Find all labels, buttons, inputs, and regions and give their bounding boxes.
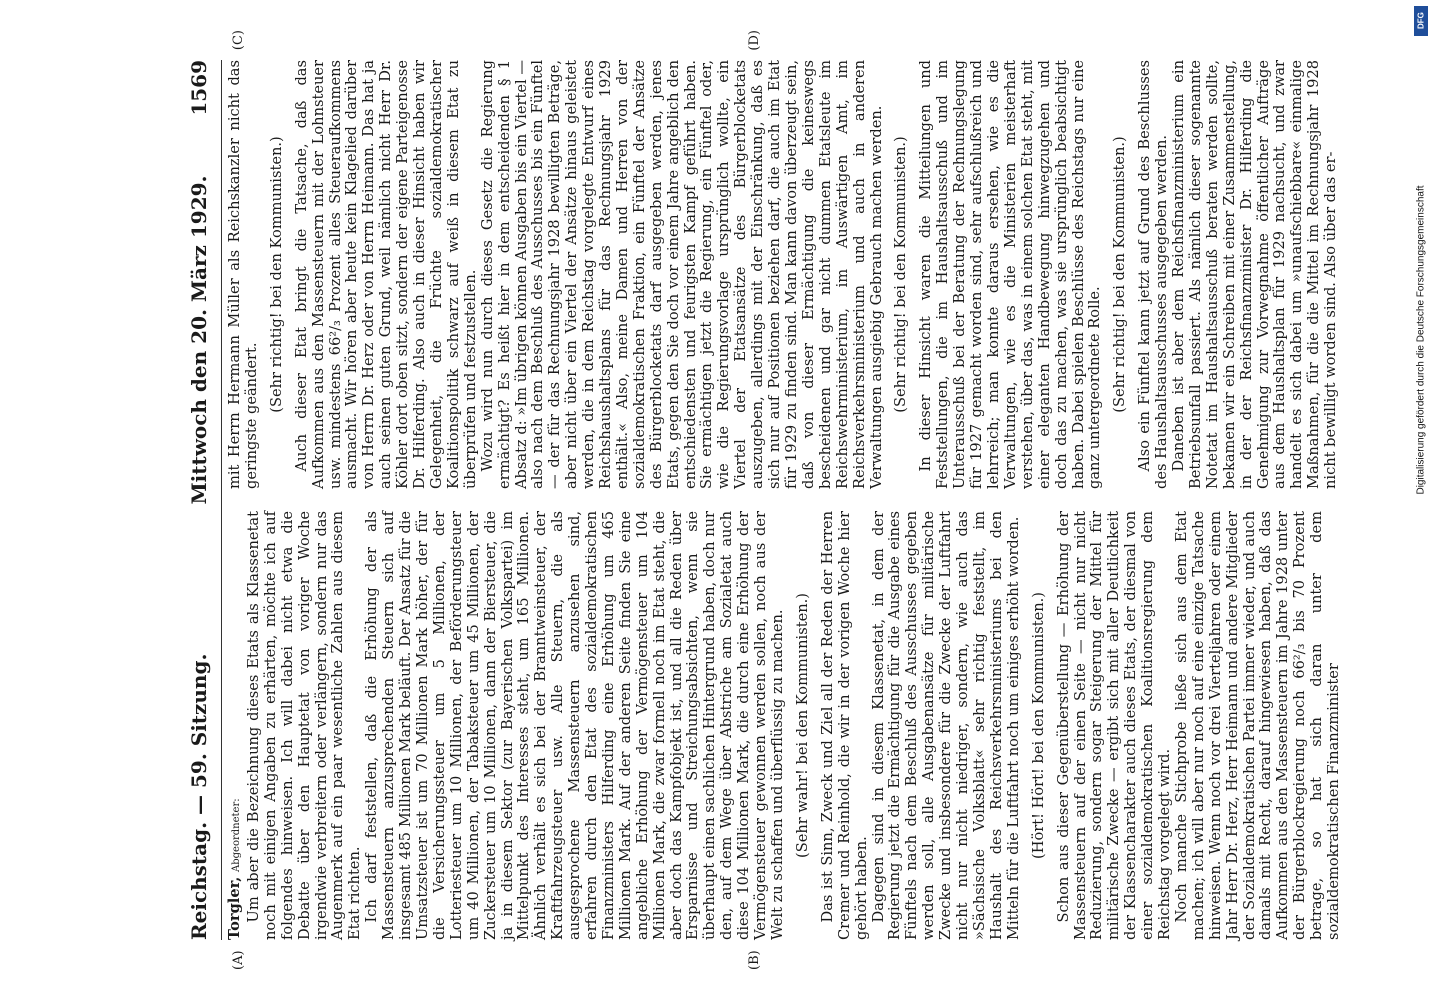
paragraph: Auch dieser Etat bringt die Tatsache, daß das Aufkommen aus den Massensteuern mit der Lohnsteuer usw. mindestens 66²/₃ Prozent alles Steueraufkommens ausmacht. Wir hören aber heute kein Klagelied darüber von Herrn Dr. Herz oder von Herrn Heimann. Das hat ja auch seinen guten Grund, weil nämlich nicht Herr Dr. Köhler dort oben sitzt, sondern der eigene Parteigenosse Dr. Hilferding. Also auch in dieser Hinsicht haben wir Gelegenheit, die Früchte sozialdemokratischer Koalitionspolitik schwarz auf weiß in diesem Etat zu überprüfen und festzustellen. bbox=[292, 60, 479, 489]
digitization-note bbox=[1410, 0, 1432, 1000]
text-columns bbox=[226, 30, 1343, 970]
paragraph: Also ein Fünftel kann jetzt auf Grund des Beschlusses des Haushaltsausschusses ausgegeben werden. bbox=[1136, 60, 1171, 489]
speaker-role: Abgeordneter: bbox=[231, 798, 242, 872]
margin-mark-a: (A) bbox=[231, 950, 246, 970]
speaker-name: Torgler, bbox=[226, 876, 243, 940]
margin-mark-c: (C) bbox=[231, 30, 246, 51]
margin-mark-d: (D) bbox=[747, 30, 762, 51]
paragraph: Dagegen sind in diesem Klassenetat, in dem der Regierung jetzt die Ermächtigung für die Ausgabe eines Fünftels nach dem Beschluß des Ausschusses gegeben werden soll, alle Ausgabenansätze für militärische Zwecke und insbesondere für die Zwecke der Luftfahrt nicht nur nicht niedriger, sondern, wie auch das »Sächsische Volksblatt« sehr richtig feststellt, im Haushalt des Reichsverkehrsministeriums bei den Mitteln für die Luftfahrt noch um einiges erhöht worden. bbox=[869, 511, 1022, 940]
speaker-line bbox=[227, 511, 246, 940]
scanned-page bbox=[187, 30, 1343, 970]
interjection: (Sehr wahr! bei den Kommunisten.) bbox=[793, 593, 811, 858]
header-date: Mittwoch den 20. März 1929. bbox=[187, 175, 211, 505]
interjection: (Sehr richtig! bei den Kommunisten.) bbox=[267, 136, 285, 413]
paragraph: Daneben ist aber dem Reichsfinanzministerium ein Betriebsunfall passiert. Als nämlich dieser sogenannte Notetat im Haushaltsausschuß beraten werden sollte, bekamen wir ein Schreiben mit einer Zusammenstellung, in der der Reichsfinanzminister Dr. Hilferding die Genehmigung zur Vorwegnahme öffentlicher Aufträge aus dem Haushaltsplan für 1929 nachsucht, und zwar handelt es sich dabei um »unaufschiebbare« einmalige Maßnahmen, für die die Mittel im Rechnungsjahr 1928 nicht bewilligt worden sind. Also über das er- bbox=[1170, 60, 1340, 489]
paragraph: Noch manche Stichprobe ließe sich aus dem Etat machen; ich will aber nur noch auf eine einzige Tatsache hinweisen. Wenn noch vor drei Vierteljahren oder einem Jahr Herr Dr. Herz, Herr Heimann und andere Mitglieder der Sozialdemokratischen Partei immer wieder, und auch damals mit Recht, darauf hingewiesen haben, daß das Aufkommen aus den Massensteuern im Jahre 1928 unter der Bürgerblockregierung noch 66²/₃ bis 70 Prozent betrage, so hat sich daran unter dem sozialdemokratischen Finanzminister bbox=[1172, 511, 1343, 940]
margin-mark-b: (B) bbox=[747, 950, 762, 970]
dfg-logo: DFG bbox=[1414, 6, 1428, 36]
page-number: 1569 bbox=[187, 60, 211, 116]
page-header bbox=[187, 60, 222, 940]
funding-notice: Digitalisierung gefördert durch die Deutsche Forschungsgemeinschaft bbox=[1415, 185, 1427, 495]
header-session: Reichstag. — 59. Sitzung. bbox=[187, 653, 211, 940]
interjection: (Sehr richtig! bei den Kommunisten.) bbox=[892, 136, 910, 413]
paragraph: In dieser Hinsicht waren die Mitteilungen und Feststellungen, die im Haushaltsausschuß und im Unterausschuß bei der Beratung der Rechnungslegung für 1927 gemacht worden sind, sehr aufschlußreich und lehrreich; man konnte daraus ersehen, wie es die Verwaltungen, wie es die Ministerien meisterhaft verstehen, über das, was in einem solchen Etat steht, mit einer eleganten Handbewegung hinwegzugehen und doch das zu machen, was sie ursprünglich beabsichtigt haben. Dabei spielen Beschlüsse des Reichstags nur eine ganz untergeordnete Rolle. bbox=[917, 60, 1104, 489]
paragraph: mit Herrn Hermann Müller als Reichskanzler nicht das geringste geändert. bbox=[226, 60, 260, 489]
right-column bbox=[226, 30, 1340, 489]
interjection: (Sehr richtig! bei den Kommunisten.) bbox=[1111, 136, 1129, 413]
left-column bbox=[226, 511, 1343, 970]
paragraph: Ich darf feststellen, daß die Erhöhung der als Massensteuern anzusprechenden Steuern sich auf insgesamt 485 Millionen Mark beläuft. Der Ansatz für die Umsatzsteuer ist um 70 Millionen Mark höher, der für die Versicherungssteuer um 5 Millionen, der Lotteriesteuer um 10 Millionen, der Beförderungsteuer um 40 Millionen, der Tabaksteuer um 45 Millionen, der Zuckersteuer um 10 Millionen, dann der Biersteuer, die ja in diesem Sektor (zur Bayerischen Volkspartei) im Mittelpunkt des Interesses steht, um 165 Millionen. Ähnlich verhält es sich bei der Branntweinsteuer, der Kraftfahrzeugsteuer usw. Alle Steuern, die als ausgesprochene Massensteuern anzusehen sind, erfahren durch den Etat des sozialdemokratischen Finanzministers Hilferding eine Erhöhung um 465 Millionen Mark. Auf der anderen Seite finden Sie eine angebliche Erhöhung der Vermögensteuer um 104 Millionen Mark, die zwar formell noch im Etat steht, die aber doch das Kampfobjekt ist, und all die Reden über Ersparnisse und Streichungsabsichten, wenn sie überhaupt einen sachlichen Hintergrund haben, doch nur den, auf dem Wege über Abstriche am Sozialetat auch diese 104 Millionen Mark, die durch eine Erhöhung der Vermögensteuer gewonnen werden sollen, noch aus der Welt zu schaffen und überflüssig zu machen. bbox=[363, 511, 786, 940]
interjection: (Hört! Hört! bei den Kommunisten.) bbox=[1029, 592, 1047, 859]
paragraph: Das ist Sinn, Zweck und Ziel all der Reden der Herren Cremer und Reinhold, die wir in der vorigen Woche hier gehört haben. bbox=[818, 511, 870, 940]
paragraph: Wozu wird nun durch dieses Gesetz die Regierung ermächtigt? Es heißt hier in dem entscheidenden § 1 Absatz d: »Im übrigen können Ausgaben bis ein Viertel — also nach dem Beschluß des Ausschusses bis ein Fünftel — der für das Rechnungsjahr 1928 bewilligten Beträge, aber nicht über ein Viertel der Ansätze hinaus geleistet werden, die in dem Reichstag vorgelegte Entwurf eines Reichshaushaltsplans für das Rechnungsjahr 1929 enthält.« Also, meine Damen und Herren von der sozialdemokratischen Fraktion, ein Fünftel der Ansätze des Bürgerblocketats darf ausgegeben werden, jenes Etats, gegen den Sie doch vor einem Jahre angeblich den entschiedensten und feurigsten Kampf geführt haben. Sie ermächtigen jetzt die Regierung, ein Fünftel oder, wie die Regierungsvorlage ursprünglich wollte, ein Viertel der Etatsansätze des Bürgerblocketats auszugeben, allerdings mit der Einschränkung, daß es sich nur auf Positionen beziehen darf, die auch im Etat für 1929 zu finden sind. Man kann davon überzeugt sein, daß von dieser Ermächtigung die keineswegs bescheidenen und gar nicht dummen Etatsleute im Reichswehrministerium, im Auswärtigen Amt, im Reichsverkehrsministerium und auch in anderen Verwaltungen ausgiebig Gebrauch machen werden. bbox=[478, 60, 885, 489]
paragraph: Schon aus dieser Gegenüberstellung — Erhöhung der Massensteuern auf der einen Seite — nicht nur nicht Reduzierung, sondern sogar Steigerung der Mittel für militärische Zwecke — ergibt sich mit aller Deutlichkeit der Klassencharakter auch dieses Etats, der diesmal von einer sozialdemokratischen Koalitionsregierung dem Reichstag vorgelegt wird. bbox=[1054, 511, 1174, 940]
paragraph: Um aber die Bezeichnung dieses Etats als Klassenetat noch mit einigen Angaben zu erhärten, möchte ich auf folgendes hinweisen. Ich will dabei nicht etwa die Debatte über den Hauptetat von voriger Woche irgendwie verbreitern oder verlängern, sondern nur das Augenmerk auf ein paar wesentliche Zahlen aus diesem Etat richten. bbox=[244, 511, 364, 940]
